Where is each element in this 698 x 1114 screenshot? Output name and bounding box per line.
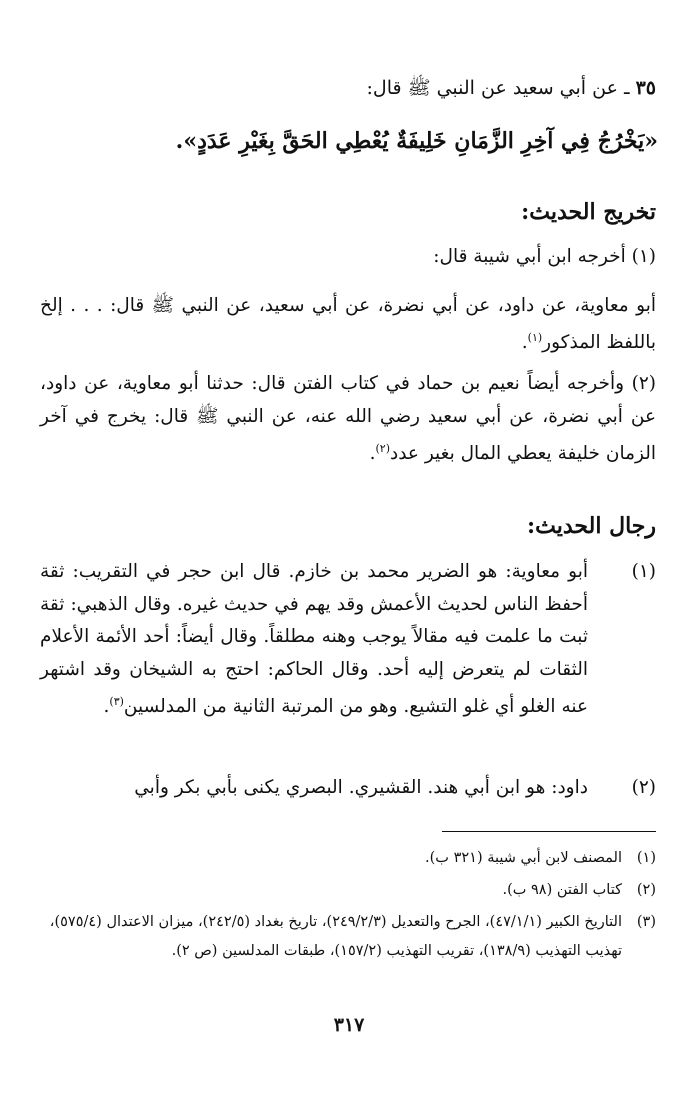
footnote-3-number: (٣)	[636, 914, 656, 930]
rijal-item-1	[40, 556, 656, 724]
footnote-ref-3[interactable]: (٣)	[109, 695, 124, 708]
takhrij-item-1-text	[40, 290, 656, 359]
rijal-item-2	[40, 772, 656, 805]
footnote-1-text: المصنف لابن أبي شيبة (٣٢١ ب).	[425, 850, 622, 866]
footnote-divider	[442, 831, 656, 832]
footnote-3	[40, 908, 656, 966]
rijal-item-1-body: أبو معاوية: هو الضرير محمد بن خازم. قال ابن حجر في التقريب: ثقة أحفظ الناس لحديث الأعمش وقد يهم في حديث غيره. وقال الذهبي: ثقة ثبت ما علمت فيه مقالاً يوجب وهنه مطلقاً. وقال أيضاً: أحد الأئمة الأعلام الثقات لم يتعرض إليه أحد. وقال الحاكم: احتج به الشيخان وقد اشتهر عنه الغلو أي غلو التشيع. وهو من المرتبة الثانية من المدلسين	[40, 561, 588, 718]
hadith-intro	[40, 74, 656, 102]
takhrij-item-2-end: .	[369, 443, 376, 465]
footnote-1-number: (١)	[636, 850, 656, 866]
footnote-ref-1[interactable]: (١)	[527, 331, 543, 344]
takhrij-heading: تخريج الحديث:	[521, 199, 656, 225]
takhrij-item-1-head: (١) أخرجه ابن أبي شيبة قال:	[433, 246, 656, 267]
rijal-item-1-number: (١)	[631, 561, 656, 582]
rijal-item-1-end: .	[103, 696, 110, 718]
takhrij-item-2	[40, 368, 656, 471]
hadith-number: ٣٥	[635, 77, 656, 99]
footnote-2-text: كتاب الفتن (٩٨ ب).	[502, 882, 622, 898]
rijal-item-2-text: داود: هو ابن أبي هند. القشيري. البصري يكنى بأبي بكر وأبي	[134, 777, 588, 798]
rijal-heading: رجال الحديث:	[527, 513, 656, 539]
takhrij-item-2-body: (٢) وأخرجه أيضاً نعيم بن حماد في كتاب الفتن قال: حدثنا أبو معاوية، عن داود، عن أبي نضرة، عن أبي سعيد رضي الله عنه، عن النبي ﷺ قال: يخرج في آخر الزمان خليفة يعطي المال بغير عدد	[40, 373, 656, 465]
page-number: ٣١٧	[333, 1014, 365, 1036]
footnote-2	[40, 876, 656, 905]
hadith-text: «يَخْرُجُ فِي آخِرِ الزَّمَانِ خَلِيفَةٌ يُعْطِي الحَقَّ بِغَيْرِ عَدَدٍ».	[175, 128, 658, 154]
takhrij-item-1-body: أبو معاوية، عن داود، عن أبي نضرة، عن أبي سعيد، عن النبي ﷺ قال: . . . إلخ باللفظ المذكور	[40, 295, 656, 354]
rijal-item-2-number: (٢)	[631, 777, 656, 798]
rijal-item-1-text	[40, 556, 588, 724]
footnote-ref-2[interactable]: (٢)	[375, 442, 390, 455]
hadith-intro-text: ـ عن أبي سعيد عن النبي ﷺ قال:	[366, 77, 630, 99]
takhrij-item-1-end: .	[521, 332, 528, 354]
footnote-1	[40, 844, 656, 873]
footnote-3-text: التاريخ الكبير (٤٧/١/١)، الجرح والتعديل (٢٤٩/٢/٣)، تاريخ بغداد (٢٤٢/٥)، ميزان الاعتدال (٥٧٥/٤)، تهذيب التهذيب (١٣٨/٩)، تقريب التهذيب (١٥٧/٢)، طبقات المدلسين (ص ٢).	[49, 914, 622, 959]
footnote-2-number: (٢)	[636, 882, 656, 898]
